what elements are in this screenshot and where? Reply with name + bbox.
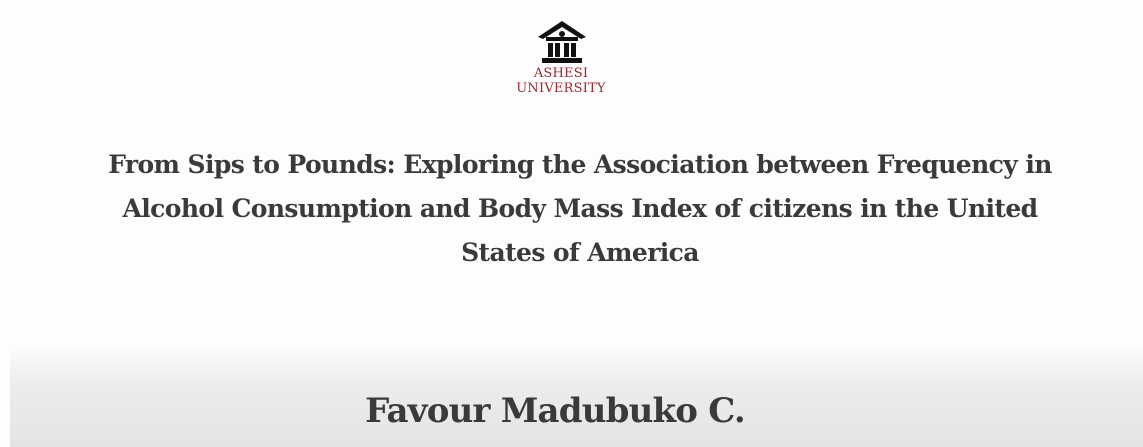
author-name: Favour Madubuko C. — [365, 391, 745, 431]
presentation-title — [100, 143, 1060, 275]
university-building-icon — [536, 19, 588, 65]
title-line-1: From Sips to Pounds: Exploring the Association between Frequency in — [108, 150, 1052, 179]
wordmark-line-2: UNIVERSITY — [516, 81, 606, 96]
title-line-2: Alcohol Consumption and Body Mass Index of citizens in the United — [122, 194, 1038, 223]
title-line-3: States of America — [461, 238, 699, 267]
university-wordmark — [491, 66, 631, 96]
wordmark-line-1: ASHESI — [533, 66, 589, 81]
